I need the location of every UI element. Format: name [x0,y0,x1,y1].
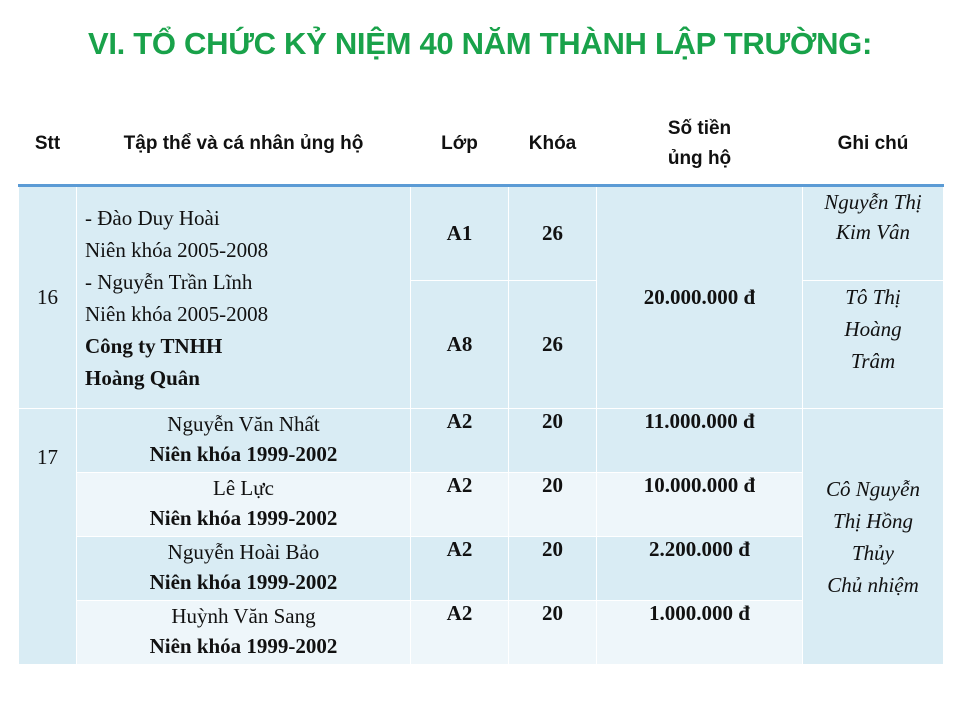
row17-note-line1: Cô Nguyễn [826,476,920,501]
row16-company-line2: Hoàng Quân [85,365,200,390]
page-title: VI. TỔ CHỨC KỶ NIỆM 40 NĂM THÀNH LẬP TRƯỜNG: [87,26,873,61]
header-amount [597,104,803,186]
row16-note-1 [803,186,944,281]
header-amount-line2: ủng hộ [667,148,732,169]
row16-company-line1: Công ty TNHH [85,333,223,358]
header-cohort: Khóa [509,104,597,186]
row17-donor-2-amount: 10.000.000 đ [597,473,803,537]
header-amount-line1: Số tiền [667,118,732,139]
row16-class-2: A8 [411,281,509,409]
row16-donor-line2: Niên khóa 2005-2008 [85,237,269,262]
row16-stt: 16 [19,186,77,409]
row16-donor-line3: - Nguyễn Trần Lĩnh [85,269,253,294]
row16-note-1-line2: Kim Vân [835,220,911,244]
row17-donor-1-name: Nguyễn Văn Nhất [167,412,320,436]
row17-donor-4-cohort: 20 [509,601,597,665]
row17-note-line4: Chủ nhiệm [827,572,919,597]
row17-donor-1-cohort-label: Niên khóa 1999-2002 [149,442,338,466]
row17-donor-2-cohort-label: Niên khóa 1999-2002 [149,506,338,530]
row17-donor-4-name: Huỳnh Văn Sang [171,604,316,628]
row17-stt: 17 [19,409,77,665]
table-row [19,409,944,473]
row16-class-1: A1 [411,186,509,281]
row17-donor-1-cohort: 20 [509,409,597,473]
row17-donor-4-class: A2 [411,601,509,665]
row17-donor-1 [77,409,411,473]
row17-donor-1-class: A2 [411,409,509,473]
row16-donor-line1: - Đào Duy Hoài [85,205,220,230]
row17-donor-1-amount: 11.000.000 đ [597,409,803,473]
row16-note-1-line1: Nguyễn Thị [824,190,922,214]
row17-donor-4 [77,601,411,665]
row16-cohort-2: 26 [509,281,597,409]
row16-cohort-1: 26 [509,186,597,281]
row16-note-2-line1: Tô Thị [845,285,901,309]
row16-amount: 20.000.000 đ [597,186,803,409]
row17-donor-3-amount: 2.200.000 đ [597,537,803,601]
row16-note-2 [803,281,944,409]
row17-donor-3-cohort-label: Niên khóa 1999-2002 [149,570,338,594]
row17-note-line3: Thủy [852,540,894,565]
row16-donor-line4: Niên khóa 2005-2008 [85,301,269,326]
row17-note-line2: Thị Hồng [833,508,913,533]
table-header-row [19,104,944,186]
table-row [19,186,944,281]
header-note: Ghi chú [803,104,944,186]
header-class: Lớp [411,104,509,186]
row17-donor-2-cohort: 20 [509,473,597,537]
row17-donor-4-amount: 1.000.000 đ [597,601,803,665]
row16-note-2-line3: Trâm [850,349,896,373]
row17-donor-3-class: A2 [411,537,509,601]
row17-donor-2-name: Lê Lực [213,476,274,500]
header-donor: Tập thể và cá nhân ủng hộ [77,104,411,186]
row17-donor-2-class: A2 [411,473,509,537]
row17-donor-2 [77,473,411,537]
header-stt: Stt [19,104,77,186]
row17-donor-3-name: Nguyễn Hoài Bảo [167,540,320,564]
row16-donor [77,186,411,409]
row16-note-2-line2: Hoàng [844,317,902,341]
row17-donor-3 [77,537,411,601]
row17-donor-4-cohort-label: Niên khóa 1999-2002 [149,634,338,658]
row17-note [803,409,944,665]
donation-table [18,103,944,665]
row17-donor-3-cohort: 20 [509,537,597,601]
